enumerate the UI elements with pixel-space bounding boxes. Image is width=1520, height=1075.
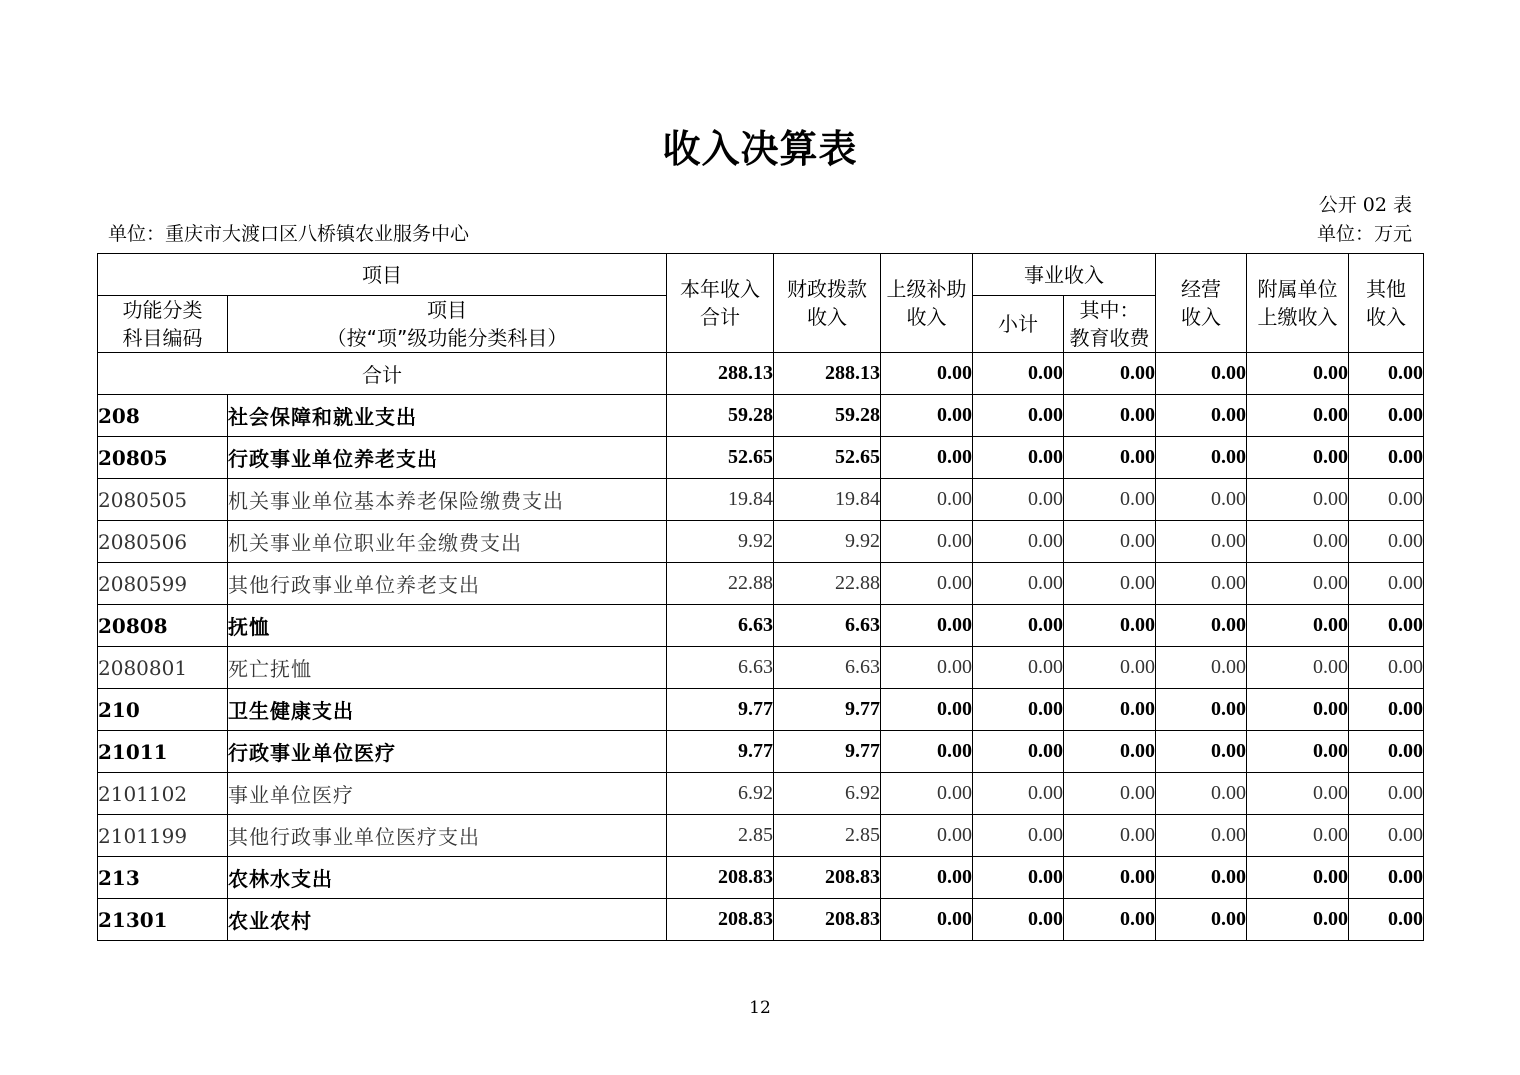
cell-value: 288.13: [774, 353, 881, 395]
cell-value: 0.00: [1349, 353, 1424, 395]
cell-value: 0.00: [973, 353, 1064, 395]
table-row: [98, 899, 1424, 941]
organization-unit: 单位：重庆市大渡口区八桥镇农业服务中心: [108, 223, 470, 245]
cell-name: 抚恤: [228, 605, 667, 647]
cell-value: 0.00: [1156, 899, 1247, 941]
cell-value: 0.00: [881, 647, 973, 689]
cell-value: 0.00: [1247, 605, 1349, 647]
cell-value: 0.00: [1349, 857, 1424, 899]
cell-value: 0.00: [1349, 815, 1424, 857]
header-education-fee: 其中： 教育收费: [1064, 296, 1156, 353]
cell-value: 208.83: [667, 899, 774, 941]
cell-value: 0.00: [1156, 563, 1247, 605]
cell-name: 行政事业单位医疗: [228, 731, 667, 773]
cell-value: 0.00: [1247, 689, 1349, 731]
cell-value: 0.00: [1247, 479, 1349, 521]
cell-code: 2101199: [98, 815, 228, 857]
cell-value: 0.00: [973, 605, 1064, 647]
cell-code: 20805: [98, 437, 228, 479]
header-operating-income: 经营 收入: [1156, 254, 1247, 353]
cell-value: 0.00: [1064, 647, 1156, 689]
cell-value: 0.00: [1247, 437, 1349, 479]
cell-value: 0.00: [1156, 647, 1247, 689]
cell-value: 19.84: [774, 479, 881, 521]
table-row: [98, 437, 1424, 479]
cell-value: 0.00: [973, 479, 1064, 521]
cell-value: 0.00: [1349, 689, 1424, 731]
cell-code: 21011: [98, 731, 228, 773]
cell-code: 21301: [98, 899, 228, 941]
cell-value: 9.92: [667, 521, 774, 563]
cell-value: 0.00: [1247, 731, 1349, 773]
cell-value: 0.00: [1156, 353, 1247, 395]
cell-value: 0.00: [1064, 353, 1156, 395]
header-superior-subsidy: 上级补助 收入: [881, 254, 973, 353]
cell-value: 0.00: [1349, 521, 1424, 563]
table-row: [98, 689, 1424, 731]
header-item: 项目 （按“项”级功能分类科目）: [228, 296, 667, 353]
cell-code: 210: [98, 689, 228, 731]
cell-value: 0.00: [1064, 521, 1156, 563]
cell-name: 农林水支出: [228, 857, 667, 899]
cell-value: 2.85: [774, 815, 881, 857]
cell-value: 208.83: [774, 899, 881, 941]
cell-value: 59.28: [667, 395, 774, 437]
table-row: [98, 605, 1424, 647]
table-row: [98, 731, 1424, 773]
cell-value: 0.00: [1064, 731, 1156, 773]
cell-value: 0.00: [1156, 479, 1247, 521]
cell-name: 死亡抚恤: [228, 647, 667, 689]
cell-value: 0.00: [1156, 605, 1247, 647]
cell-value: 0.00: [1064, 773, 1156, 815]
page-number: 12: [749, 998, 771, 1018]
page-title: 收入决算表: [662, 127, 858, 171]
header-fiscal-appropriation: 财政拨款 收入: [774, 254, 881, 353]
cell-value: 0.00: [1247, 395, 1349, 437]
cell-value: 0.00: [973, 815, 1064, 857]
cell-value: 6.63: [667, 647, 774, 689]
cell-value: 0.00: [1349, 899, 1424, 941]
cell-value: 0.00: [1064, 815, 1156, 857]
cell-code: 2080505: [98, 479, 228, 521]
cell-value: 9.77: [774, 731, 881, 773]
cell-value: 0.00: [1349, 395, 1424, 437]
cell-value: 0.00: [973, 647, 1064, 689]
cell-name: 行政事业单位养老支出: [228, 437, 667, 479]
cell-value: 0.00: [1349, 479, 1424, 521]
cell-value: 0.00: [881, 353, 973, 395]
currency-unit: 单位：万元: [1316, 223, 1412, 245]
cell-value: 0.00: [881, 773, 973, 815]
cell-value: 0.00: [1349, 437, 1424, 479]
cell-value: 0.00: [1064, 563, 1156, 605]
cell-value: 0.00: [881, 899, 973, 941]
table-row: [98, 479, 1424, 521]
total-row: [98, 353, 1424, 395]
table-row: [98, 857, 1424, 899]
cell-name: 农业农村: [228, 899, 667, 941]
cell-value: 0.00: [881, 395, 973, 437]
cell-value: 6.92: [667, 773, 774, 815]
cell-value: 22.88: [667, 563, 774, 605]
table-row: [98, 815, 1424, 857]
cell-value: 0.00: [1156, 689, 1247, 731]
table-row: [98, 563, 1424, 605]
cell-value: 0.00: [973, 731, 1064, 773]
cell-value: 0.00: [1247, 857, 1349, 899]
cell-value: 0.00: [1064, 689, 1156, 731]
table-row: [98, 647, 1424, 689]
cell-value: 0.00: [973, 689, 1064, 731]
cell-value: 0.00: [1156, 773, 1247, 815]
total-label: 合计: [98, 353, 667, 395]
cell-name: 机关事业单位职业年金缴费支出: [228, 521, 667, 563]
cell-value: 0.00: [1247, 815, 1349, 857]
cell-value: 52.65: [774, 437, 881, 479]
cell-value: 0.00: [881, 437, 973, 479]
cell-name: 其他行政事业单位养老支出: [228, 563, 667, 605]
cell-value: 0.00: [1247, 773, 1349, 815]
header-affiliate-income: 附属单位 上缴收入: [1247, 254, 1349, 353]
cell-value: 6.63: [774, 605, 881, 647]
cell-value: 0.00: [1247, 647, 1349, 689]
cell-value: 6.63: [667, 605, 774, 647]
cell-code: 20808: [98, 605, 228, 647]
cell-value: 0.00: [1349, 563, 1424, 605]
cell-code: 2080599: [98, 563, 228, 605]
header-total-income: 本年收入 合计: [667, 254, 774, 353]
cell-name: 其他行政事业单位医疗支出: [228, 815, 667, 857]
cell-value: 0.00: [881, 731, 973, 773]
cell-value: 0.00: [1247, 899, 1349, 941]
cell-value: 0.00: [1156, 395, 1247, 437]
table-row: [98, 395, 1424, 437]
header-other-income: 其他 收入: [1349, 254, 1424, 353]
cell-value: 0.00: [881, 521, 973, 563]
cell-value: 0.00: [1349, 773, 1424, 815]
cell-value: 208.83: [667, 857, 774, 899]
cell-value: 22.88: [774, 563, 881, 605]
cell-value: 0.00: [1247, 353, 1349, 395]
cell-value: 0.00: [973, 899, 1064, 941]
cell-value: 0.00: [1349, 731, 1424, 773]
cell-value: 19.84: [667, 479, 774, 521]
cell-name: 卫生健康支出: [228, 689, 667, 731]
cell-value: 0.00: [881, 815, 973, 857]
header-subtotal: 小计: [973, 296, 1064, 353]
cell-value: 0.00: [1064, 605, 1156, 647]
cell-code: 2080506: [98, 521, 228, 563]
cell-code: 213: [98, 857, 228, 899]
cell-name: 社会保障和就业支出: [228, 395, 667, 437]
cell-value: 9.77: [667, 731, 774, 773]
cell-code: 2080801: [98, 647, 228, 689]
cell-value: 208.83: [774, 857, 881, 899]
cell-value: 0.00: [1156, 857, 1247, 899]
cell-value: 0.00: [1156, 731, 1247, 773]
cell-value: 52.65: [667, 437, 774, 479]
cell-code: 2101102: [98, 773, 228, 815]
cell-value: 0.00: [1247, 563, 1349, 605]
cell-value: 288.13: [667, 353, 774, 395]
cell-value: 0.00: [1064, 437, 1156, 479]
header-function-code: 功能分类 科目编码: [98, 296, 228, 353]
cell-value: 9.77: [667, 689, 774, 731]
cell-value: 6.63: [774, 647, 881, 689]
cell-value: 0.00: [973, 773, 1064, 815]
header-business-income: 事业收入: [973, 254, 1156, 296]
cell-value: 0.00: [1064, 899, 1156, 941]
cell-value: 0.00: [1247, 521, 1349, 563]
cell-value: 59.28: [774, 395, 881, 437]
cell-code: 208: [98, 395, 228, 437]
cell-name: 事业单位医疗: [228, 773, 667, 815]
cell-value: 0.00: [1156, 437, 1247, 479]
table-row: [98, 773, 1424, 815]
table-row: [98, 521, 1424, 563]
cell-value: 2.85: [667, 815, 774, 857]
form-number: 公开 02 表: [1318, 194, 1412, 216]
cell-value: 0.00: [973, 857, 1064, 899]
cell-value: 0.00: [1064, 395, 1156, 437]
cell-value: 0.00: [881, 857, 973, 899]
cell-value: 0.00: [881, 605, 973, 647]
cell-value: 0.00: [973, 395, 1064, 437]
cell-value: 0.00: [1064, 479, 1156, 521]
cell-value: 0.00: [973, 521, 1064, 563]
cell-value: 0.00: [881, 689, 973, 731]
cell-value: 0.00: [1349, 647, 1424, 689]
income-statement-table: [97, 253, 1424, 941]
cell-value: 6.92: [774, 773, 881, 815]
cell-value: 0.00: [973, 563, 1064, 605]
cell-value: 0.00: [1156, 521, 1247, 563]
cell-name: 机关事业单位基本养老保险缴费支出: [228, 479, 667, 521]
cell-value: 0.00: [881, 479, 973, 521]
cell-value: 9.92: [774, 521, 881, 563]
cell-value: 0.00: [1349, 605, 1424, 647]
header-project: 项目: [98, 254, 667, 296]
cell-value: 0.00: [1064, 857, 1156, 899]
cell-value: 0.00: [973, 437, 1064, 479]
cell-value: 0.00: [881, 563, 973, 605]
cell-value: 9.77: [774, 689, 881, 731]
cell-value: 0.00: [1156, 815, 1247, 857]
